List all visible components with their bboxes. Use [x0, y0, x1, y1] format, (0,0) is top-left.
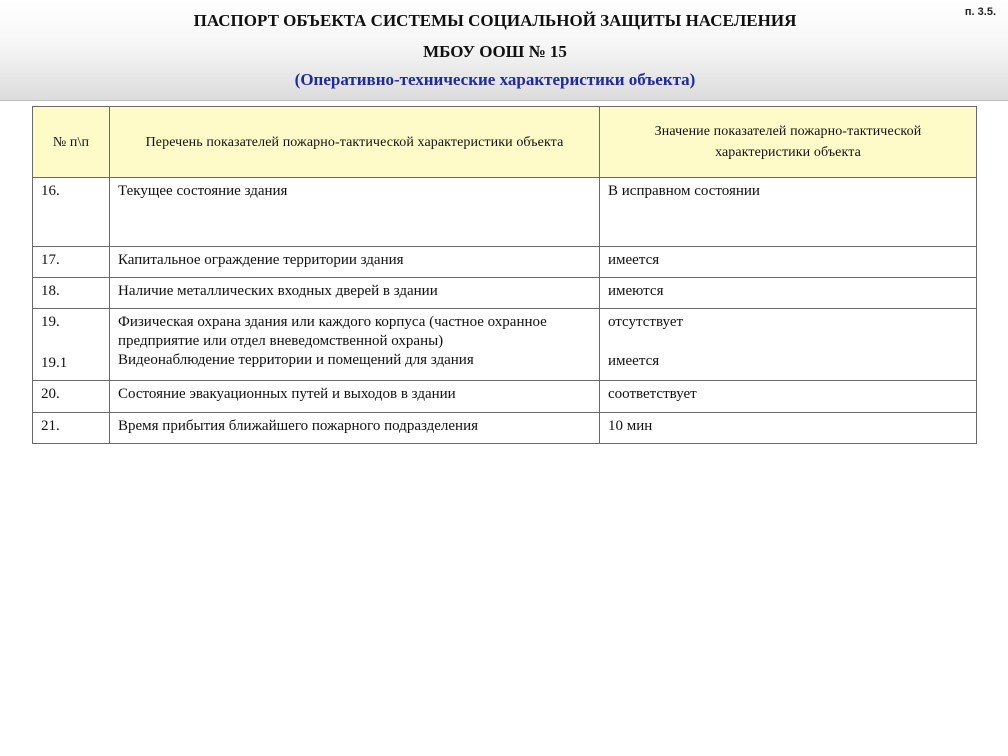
- table-row: [33, 178, 977, 247]
- row-indicator: Капитальное ограждение территории здания: [110, 247, 600, 278]
- table-row: [33, 413, 977, 444]
- row-number-cell: [33, 309, 110, 381]
- row-number: 20.: [33, 381, 110, 413]
- row-indicator: Физическая охрана здания или каждого корпуса (частное охранное предприятие или отдел вневедомственной охраны): [118, 314, 547, 349]
- fire-tactical-table: [32, 106, 977, 444]
- row-indicator: Наличие металлических входных дверей в здании: [110, 278, 600, 309]
- row-indicator: Время прибытия ближайшего пожарного подразделения: [110, 413, 600, 444]
- row-number: 17.: [33, 247, 110, 278]
- column-header-number: № п\п: [33, 107, 110, 178]
- row-number: 16.: [33, 178, 110, 247]
- row-number: 18.: [33, 278, 110, 309]
- row-value-cell: [600, 309, 977, 381]
- row-indicator-cell: [110, 309, 600, 381]
- page-number: п. 3.5.: [964, 6, 996, 18]
- header-band: [0, 0, 1008, 101]
- row-value: В исправном состоянии: [600, 178, 977, 247]
- row-value: отсутствует: [608, 314, 684, 330]
- row-sub-value: имеется: [608, 352, 660, 369]
- row-value: имеется: [600, 247, 977, 278]
- table-row: [33, 309, 977, 381]
- table-row: [33, 278, 977, 309]
- row-sub-indicator: Видеонаблюдение территории и помещений для здания: [118, 351, 474, 368]
- row-indicator: Состояние эвакуационных путей и выходов в здании: [110, 381, 600, 413]
- row-number: 19.: [41, 314, 60, 330]
- table-row: [33, 247, 977, 278]
- table-header-row: [33, 107, 977, 178]
- row-indicator: Текущее состояние здания: [110, 178, 600, 247]
- row-value: 10 мин: [600, 413, 977, 444]
- school-name: МБОУ ООШ № 15: [423, 42, 567, 61]
- row-value: соответствует: [600, 381, 977, 413]
- row-value: имеются: [600, 278, 977, 309]
- table-row: [33, 381, 977, 413]
- page-subtitle: (Оперативно-технические характеристики объекта): [294, 70, 696, 89]
- row-number: 21.: [33, 413, 110, 444]
- column-header-value: Значение показателей пожарно-тактической характеристики объекта: [600, 107, 977, 178]
- column-header-indicator: Перечень показателей пожарно-тактической характеристики объекта: [110, 107, 600, 178]
- page-title: ПАСПОРТ ОБЪЕКТА СИСТЕМЫ СОЦИАЛЬНОЙ ЗАЩИТЫ НАСЕЛЕНИЯ: [193, 11, 797, 30]
- row-sub-number: 19.1: [41, 354, 68, 371]
